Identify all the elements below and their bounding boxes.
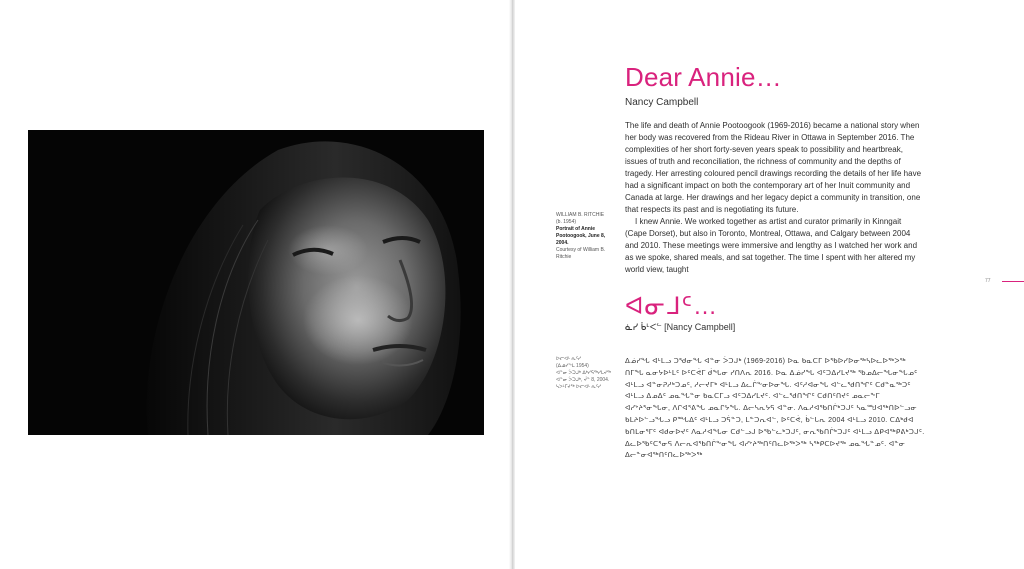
body-paragraph: The life and death of Annie Pootoogook (1969-2016) became a national story when her body was recovered from the Rideau River in Ottawa in September 2016. The complexities of her short forty-seven years speak to possibility and heartbreak, issues of truth and reconciliation, the richness of community and the depths of tragedy. Her arresting coloured pencil drawings recording the details of her life have had a significant impact on both the contemporary art of her Inuit community and Canada at large. Her drawings and her legacy depict a community in transition, one that respects its past and is negotiating its future.: [625, 121, 922, 214]
caption-syl-born: (ᐃᓅᓯᖓ 1954): [556, 363, 589, 369]
caption-syl-work-title: ᐊᓐᓂ ᐴᑐᒍᒃ ᐃᒃᓯᕋᖅᓯᒪᔪᖅ: [556, 370, 612, 376]
book-gutter: [509, 0, 515, 569]
article-author: Nancy Campbell: [625, 97, 699, 108]
article-body-english: [625, 120, 923, 276]
caption-work-title: Portrait of Annie Pootoogook, June 8, 2004.: [556, 226, 606, 246]
page-number-rule: [1002, 281, 1024, 282]
caption-credit: Courtesy of William B. Ritchie: [556, 247, 606, 260]
caption-syl-credit: ᓴᐳᒻᒥᔪᖅ ᐅᓕᐊᒻ ᕆᑦᓯ: [556, 384, 602, 390]
caption-syl-artist: ᐅᓕᐊᒻ ᕆᑦᓯ: [556, 356, 582, 362]
body-paragraph: I knew Annie. We worked together as artist and curator primarily in Kinngait (Cape Dorset), but also in Toronto, Montreal, Ottawa, and Calgary between 2004 and 2010. These meetings were immersive and lengthy as I watched her work and as we spoke, shared meals, and sat together. The time I spent with her altered my world view, taught: [625, 217, 918, 274]
portrait-photo: [28, 130, 484, 435]
page-number: 77: [985, 278, 991, 284]
caption-artist: WILLIAM B. RITCHIE: [556, 212, 605, 218]
caption-born: (b. 1954): [556, 219, 577, 225]
article-body-syllabics: ᐃᓅᓯᖓ ᐊᒻᒪᓗ ᑐᖁᓂᖓ ᐊᓐᓂ ᐴᑐᒍᒃ (1969-2016) ᐅᓇ ᑲᓇᑕᒥ ᐅᖃᐅᓯᐅᓂᖅᓴᐅᓚᐅᖅᐳᖅ ᑎᒥᖓ ᓇᓂᔭᐅᒻᒪᑦ ᐅᑦᑕᕚᒥ ᑰᖓᓂ ᓯᑎᐱᕆ 2016. ᐅᓇ ᐃᓅᓯᖓ ᐊᑦᑐᐃᓯᒪᔪᖅ ᖃᓄᐃᓕᖓᓂᖓᓄᑦ ᐊᒻᒪᓗ ᐊᓐᓂᕈᓱᒃᑐᓄᑦ, ᓱᓕᔪᒥᒃ ᐊᒻᒪᓗ ᐃᓚᒌᖕᓂᐅᓂᖓ. ᐊᑦᓱᐊᓂᖓ ᐊᓪᓚᖁᑎᖏᑦ ᑕᑯᓐᓇᖅᑐᑦ ᐊᒻᒪᓗ ᐃᓄᐃᑦ ᓄᓇᖓᓐᓂ ᑲᓇᑕᒥᓗ ᐊᑦᑐᐃᓯᒪᔪᑦ. ᐊᓪᓚᖁᑎᖏᑦ ᑕᑯᑎᑦᑎᔪᑦ ᓄᓇᓕᖕᒥ ᐊᓯᔾᔨᕐᓂᖓᓂ, ᐱᒋᐊᕐᕕᖓ ᓄᓇᒋᔭᖓ. ᐃᓕᓴᕆᔭᕋ ᐊᓐᓂ. ᐱᓇᓱᐊᖃᑎᒌᒃᑐᒍᑦ ᓴᓇᙳᐊᖅᑎᐅᓪᓗᓂ ᑲᒪᔨᐅᓪᓗᖓᓗ ᑭᙵᐃᑦ ᐊᒻᒪᓗ ᑐᕌᓐᑐ, ᒪᓐᑐᕆᐊᓪ, ᐅᑦᑕᕚ, ᑳᓪᒐᕆ 2004 ᐊᒻᒪᓗ 2010. ᑕᐃᒃᑯᐊ ᑲᑎᒪᓂᕐᒥᑦ ᐊᑯᓂᐅᔪᑦ ᐱᓇᓱᐊᖓᓂ ᑕᑯᓪᓗᒍ ᐅᖃᓪᓚᒃᑐᒍᑦ, ᓂᕆᖃᑎᒌᒃᑐᒍᑦ ᐊᒻᒪᓗ ᐃᑭᐊᖅᑭᕕᒃᑐᒍᑦ. ᐃᓚᐅᖃᑦᑕᕐᓂᕋ ᐱᓕᕆᐊᖃᑎᒌᖕᓂᖓ ᐊᓯᔾᔨᖅᑎᑦᑎᓚᐅᖅᐳᖅ ᓴᖅᑭᑕᐅᔪᖅ ᓄᓇᖓᓐᓄᑦ. ᐊᓐᓂ ᐃᓕᓐᓂᐊᖅᑎᑦᑎᓚᐅᖅᐳᖅ: [625, 358, 925, 460]
article-title-syllabics: ᐊᓂᒧᑦ…: [625, 293, 718, 320]
caption-syl-date: ᐊᓐᓂ ᐴᑐᒍᒃ, ᔫᓐ 8, 2004.: [556, 377, 610, 383]
photo-caption: [556, 212, 618, 261]
photo-caption-syllabics: [556, 356, 618, 391]
article-title: Dear Annie…: [625, 62, 782, 92]
article-author-syllabics: ᓈᓯ ᑳᒻᐸᓪ [Nancy Campbell]: [625, 322, 736, 332]
portrait-image: [28, 130, 484, 435]
